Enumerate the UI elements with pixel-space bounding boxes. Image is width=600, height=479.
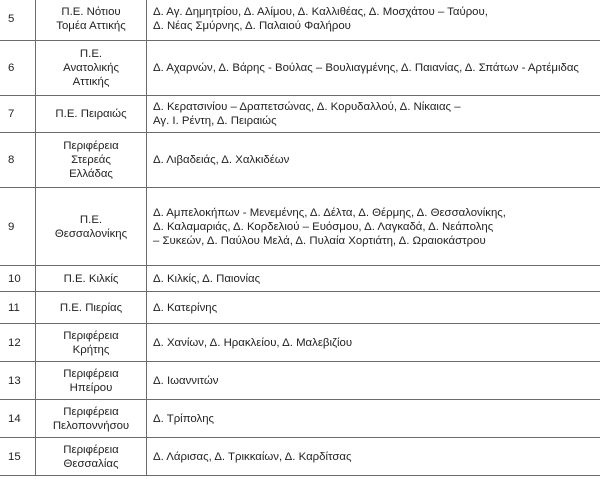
- region-cell: Περιφέρεια Στερεάς Ελλάδας: [36, 133, 147, 188]
- municipalities-cell: Δ. Κατερίνης: [147, 292, 600, 324]
- region-cell: Π.Ε. Πιερίας: [36, 292, 147, 324]
- municipalities-cell: Δ. Αγ. Δημητρίου, Δ. Αλίμου, Δ. Καλλιθέας, Δ. Μοσχάτου – Ταύρου, Δ. Νέας Σμύρνης, Δ. Παλαιού Φαλήρου: [147, 0, 600, 41]
- municipalities-cell: Δ. Λάρισας, Δ. Τρικκαίων, Δ. Καρδίτσας: [147, 438, 600, 476]
- row-number: 9: [0, 188, 36, 266]
- municipalities-cell: Δ. Λιβαδειάς, Δ. Χαλκιδέων: [147, 133, 600, 188]
- table-row: [0, 266, 600, 292]
- region-cell: Περιφέρεια Ηπείρου: [36, 362, 147, 400]
- region-cell: Περιφέρεια Κρήτης: [36, 324, 147, 362]
- municipalities-cell: Δ. Χανίων, Δ. Ηρακλείου, Δ. Μαλεβιζίου: [147, 324, 600, 362]
- region-cell: Περιφέρεια Πελοποννήσου: [36, 400, 147, 438]
- row-number: 11: [0, 292, 36, 324]
- municipalities-cell: Δ. Κερατσινίου – Δραπετσώνας, Δ. Κορυδαλλού, Δ. Νίκαιας – Αγ. Ι. Ρέντη, Δ. Πειραιώς: [147, 96, 600, 133]
- table-row: [0, 188, 600, 266]
- municipalities-cell: Δ. Ιωαννιτών: [147, 362, 600, 400]
- table-row: [0, 324, 600, 362]
- region-cell: Π.Ε. Ανατολικής Αττικής: [36, 41, 147, 96]
- row-number: 6: [0, 41, 36, 96]
- region-cell: Περιφέρεια Θεσσαλίας: [36, 438, 147, 476]
- row-number: 7: [0, 96, 36, 133]
- table-row: [0, 133, 600, 188]
- municipalities-cell: Δ. Τρίπολης: [147, 400, 600, 438]
- row-number: 5: [0, 0, 36, 41]
- region-cell: Π.Ε. Πειραιώς: [36, 96, 147, 133]
- municipalities-cell: Δ. Αμπελοκήπων - Μενεμένης, Δ. Δέλτα, Δ. Θέρμης, Δ. Θεσσαλονίκης, Δ. Καλαμαριάς, Δ. Κορδελιού – Ευόσμου, Δ. Λαγκαδά, Δ. Νεάπολης – Συκεών, Δ. Παύλου Μελά, Δ. Πυλαία Χορτιάτη, Δ. Ωραιοκάστρου: [147, 188, 600, 266]
- table-row: [0, 41, 600, 96]
- row-number: 15: [0, 438, 36, 476]
- region-cell: Π.Ε. Κιλκίς: [36, 266, 147, 292]
- municipalities-cell: Δ. Κιλκίς, Δ. Παιονίας: [147, 266, 600, 292]
- table-row: [0, 362, 600, 400]
- region-cell: Π.Ε. Νότιου Τομέα Αττικής: [36, 0, 147, 41]
- table-row: [0, 438, 600, 476]
- table-row: [0, 0, 600, 41]
- table-row: [0, 96, 600, 133]
- table-row: [0, 400, 600, 438]
- region-cell: Π.Ε. Θεσσαλονίκης: [36, 188, 147, 266]
- row-number: 8: [0, 133, 36, 188]
- row-number: 14: [0, 400, 36, 438]
- table-row: [0, 292, 600, 324]
- row-number: 10: [0, 266, 36, 292]
- row-number: 12: [0, 324, 36, 362]
- municipalities-cell: Δ. Αχαρνών, Δ. Βάρης - Βούλας – Βουλιαγμένης, Δ. Παιανίας, Δ. Σπάτων - Αρτέμιδας: [147, 41, 600, 96]
- row-number: 13: [0, 362, 36, 400]
